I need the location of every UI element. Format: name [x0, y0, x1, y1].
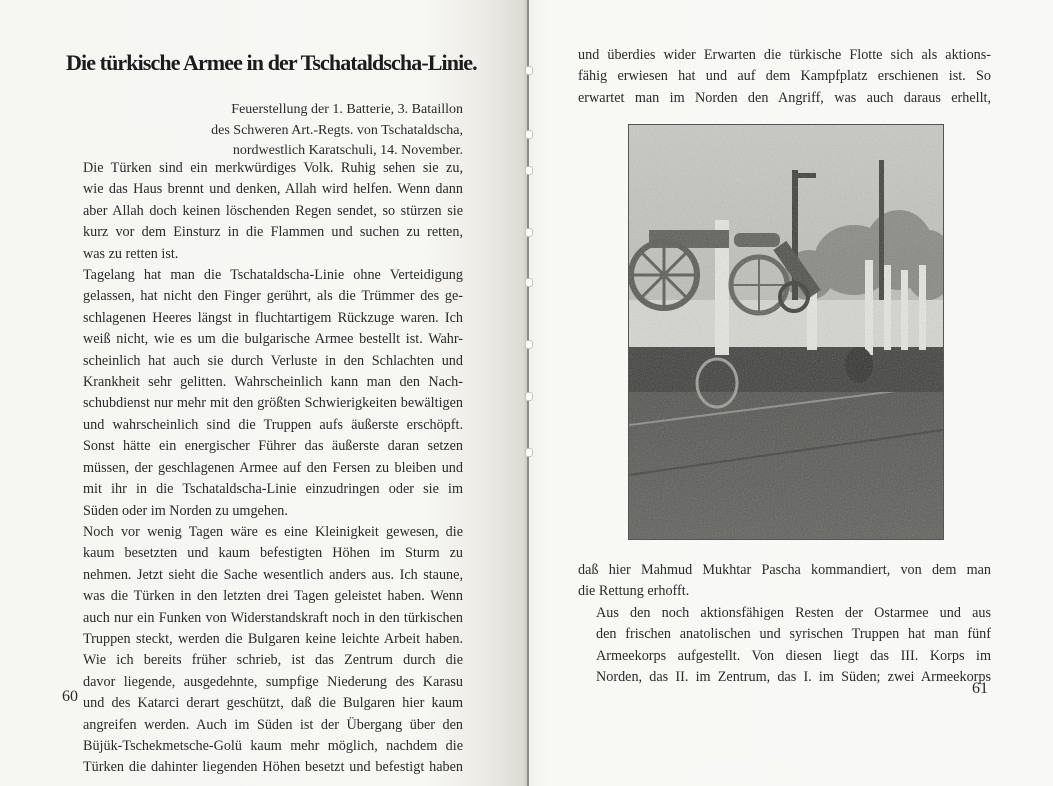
text-line: Süden oder im Norden zu umgehen.: [83, 502, 288, 519]
dateline: [180, 100, 463, 162]
right-body-top: [578, 45, 991, 109]
photo-grain: [629, 125, 943, 539]
binding-stitch: [525, 130, 533, 139]
text-line: Norden, das II. im Zentrum, das I. im Süden; zwei Armeekorps: [596, 669, 991, 686]
text-line: Türken die dahinter liegenden Höhen besetzt und befestigt haben: [83, 759, 463, 776]
text-line: und des Katarci derart geschützt, daß die Bulgaren hier kaum: [83, 695, 463, 712]
text-line: erwartet man im Norden den Angriff, was auch daraus erhellt,: [578, 89, 991, 106]
text-line: den frischen anatolischen und syrischen Truppen hat man fünf: [596, 626, 991, 643]
text-line: müssen, der geschlagenen Armee auf den Fersen zu bleiben und: [83, 459, 463, 476]
paragraph: [65, 265, 463, 522]
text-line: Noch vor wenig Tagen wäre es eine Kleinigkeit gewesen, die: [83, 523, 463, 540]
binding-stitch: [525, 340, 533, 349]
left-body-text: [65, 158, 463, 779]
text-line: Tagelang hat man die Tschataldscha-Linie ohne Verteidigung: [83, 267, 463, 284]
text-line: die Rettung erhofft.: [578, 583, 690, 600]
text-line: Aus den noch aktionsfähigen Resten der Ostarmee und aus: [596, 604, 991, 621]
page-number: 61: [972, 680, 988, 697]
text-line: schubdienst nur mehr mit den größten Schwierigkeiten bewältigen: [83, 395, 463, 412]
text-line: Sonst hätte ein energischer Führer das äußerste daran setzen: [83, 438, 463, 455]
text-line: was zu retten ist.: [83, 245, 179, 262]
text-line: nehmen. Jetzt sieht die Sache wesentlich anders aus. Ich staune,: [83, 566, 463, 583]
text-line: Krankheit sehr gelitten. Wahrscheinlich kann man den Nach-: [83, 374, 463, 391]
text-line: daß hier Mahmud Mukhtar Pascha kommandiert, von dem man: [578, 562, 991, 578]
railway-artillery-photo: [628, 124, 944, 540]
binding-stitch: [525, 392, 533, 401]
paragraph: [578, 45, 991, 109]
paragraph: [578, 560, 991, 603]
text-line: mit ihr in die Tschataldscha-Linie einzudringen oder sie im: [83, 481, 463, 498]
chapter-title: Die türkische Armee in der Tschataldscha-Linie.: [66, 50, 477, 75]
page-number: 60: [62, 688, 78, 705]
paragraph: [65, 650, 463, 778]
text-line: wie das Haus brennt und denken, Allah wird helfen. Wenn dann: [83, 181, 463, 198]
paragraph: [578, 603, 991, 689]
binding-stitch: [525, 66, 533, 75]
text-line: Armeekorps aufgestellt. Von diesen liegt das III. Korps im: [596, 647, 991, 664]
paragraph: [65, 158, 463, 265]
dateline-line: des Schweren Art.-Regts. von Tschataldscha,: [211, 122, 463, 138]
binding-stitch: [525, 228, 533, 237]
binding-stitch: [525, 448, 533, 457]
text-line: und überdies wider Erwarten die türkische Flotte sich als aktions-: [578, 47, 991, 63]
text-line: und wahrscheinlich sind die Truppen aufs äußerste erschöpft.: [83, 416, 463, 433]
binding-stitch: [525, 166, 533, 175]
text-line: aber Allah doch keinen löschenden Regen sendet, so stürzen sie: [83, 202, 463, 219]
text-line: auch nur ein Funken von Widerstandskraft noch in den türkischen: [83, 609, 463, 626]
dateline-line: nordwestlich Karatschuli, 14. November.: [232, 143, 463, 158]
text-line: weiß nicht, wie es um die bulgarische Armee bestellt ist. Wahr-: [83, 331, 463, 348]
text-line: fähig erwiesen hat und auf dem Kampfplatz erschienen ist. So: [578, 68, 991, 85]
dateline-line: Feuerstellung der 1. Batterie, 3. Bataillon: [231, 102, 463, 117]
text-line: davor liegende, ausgedehnte, sumpfige Niederung des Karasu: [83, 673, 463, 690]
text-line: kurz vor dem Einsturz in die Flammen und suchen zu retten,: [83, 224, 463, 241]
text-line: Truppen steckt, werden die Bulgaren keine leichte Arbeit haben.: [83, 630, 463, 647]
text-line: Wie ich bereits früher schrieb, ist das Zentrum durch die: [83, 652, 463, 669]
text-line: gelassen, hat nicht den Finger gerührt, als die Trümmer des ge-: [83, 288, 463, 305]
binding-stitch: [525, 278, 533, 287]
paragraph: [65, 522, 463, 650]
text-line: Die Türken sind ein merkwürdiges Volk. Ruhig sehen sie zu,: [83, 160, 463, 176]
text-line: angreifen werden. Auch im Süden ist der Übergang über den: [83, 716, 463, 733]
text-line: kaum besetzten und kaum befestigten Höhen im Sturm zu: [83, 545, 463, 562]
text-line: Büjük-Tschekmetsche-Golü kaum mehr möglich, nachdem die: [83, 737, 463, 754]
photo-image: [629, 125, 943, 539]
text-line: schlagenen Heeres längst in fluchtartigem Rückzuge waren. Ich: [83, 309, 463, 326]
right-body-bottom: [578, 560, 991, 688]
text-line: was die Türken in den letzten drei Tagen geleistet haben. Wenn: [83, 588, 463, 605]
text-line: scheinlich hat auch sie durch Verluste in den Schlachten und: [83, 352, 463, 369]
